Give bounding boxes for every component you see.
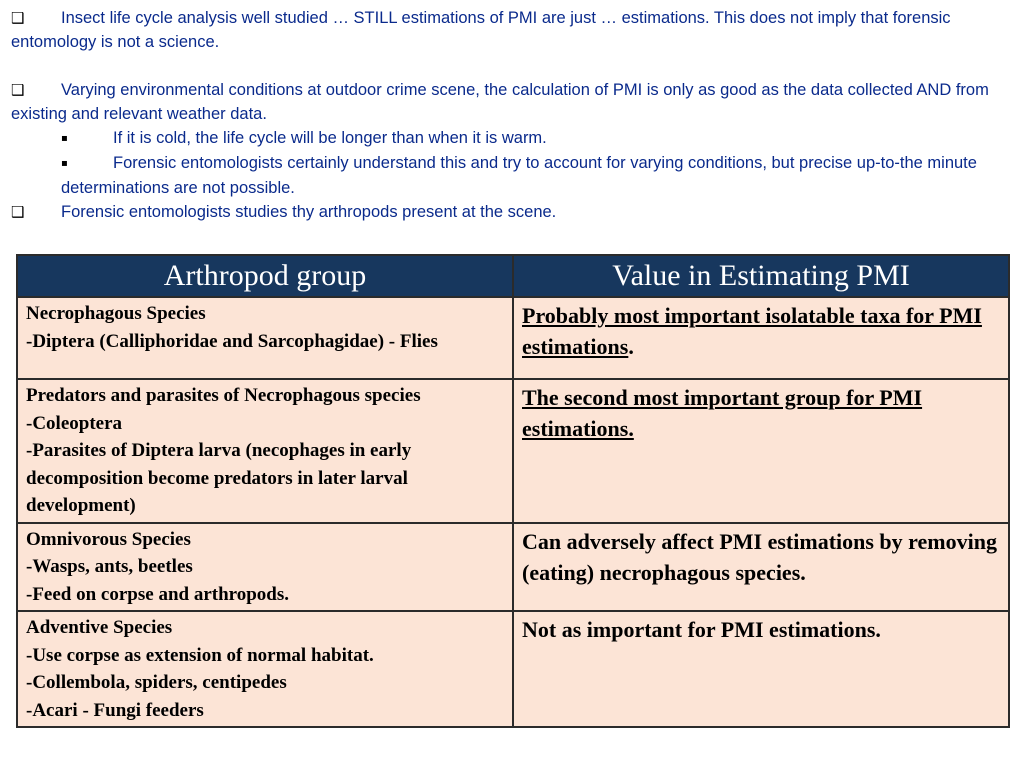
table-row <box>17 379 1009 523</box>
header-arthropod-group: Arthropod group <box>17 255 513 297</box>
table-header-row <box>17 255 1009 297</box>
bullet-item <box>11 78 1001 126</box>
checkbox-bullet-icon: ❑ <box>11 9 25 27</box>
square-bullet-icon: ▪ <box>61 133 68 144</box>
group-line: -Use corpse as extension of normal habitat. <box>26 644 374 666</box>
value-text: Can adversely affect PMI estimations by removing (eating) necrophagous species. <box>522 528 997 585</box>
table-row <box>17 523 1009 612</box>
checkbox-bullet-icon: ❑ <box>11 81 25 99</box>
pmi-table <box>16 254 1010 728</box>
sub-bullet-text: If it is cold, the life cycle will be longer than when it is warm. <box>113 129 547 147</box>
group-cell <box>17 379 513 523</box>
group-cell <box>17 611 513 727</box>
group-line: -Collembola, spiders, centipedes <box>26 672 287 693</box>
checkbox-bullet-icon: ❑ <box>11 203 25 221</box>
value-cell <box>513 379 1009 523</box>
bullet-item <box>11 200 1001 224</box>
value-text-underlined: Probably most important isolatable taxa for PMI estimations <box>522 303 982 359</box>
header-value-in-estimating-pmi: Value in Estimating PMI <box>513 255 1009 297</box>
square-bullet-icon: ▪ <box>61 158 68 169</box>
sub-bullet-item <box>61 126 1001 151</box>
bullet-text: Forensic entomologists studies thy arthropods present at the scene. <box>61 203 557 221</box>
value-cell <box>513 523 1009 612</box>
value-text: Not as important for PMI estimations. <box>522 617 881 642</box>
value-cell <box>513 297 1009 379</box>
group-line: Adventive Species <box>26 617 173 638</box>
sub-bullet-text: Forensic entomologists certainly understand this and try to account for varying conditions, but precise up-to-the minute determinations are not possible. <box>61 154 977 197</box>
group-line: -Coleoptera <box>26 412 123 434</box>
value-text-underlined: The second most important group for PMI estimations. <box>522 385 923 441</box>
group-line: Predators and parasites of Necrophagous species <box>26 385 421 406</box>
group-line: Necrophagous Species <box>26 303 206 324</box>
group-line: -Acari - Fungi feeders <box>26 699 204 721</box>
bullet-text: Varying environmental conditions at outdoor crime scene, the calculation of PMI is only as good as the data collected AND from existing and relevant weather data. <box>11 81 989 123</box>
group-line: -Parasites of Diptera larva (necophages in early decomposition become predators in later larval development) <box>26 440 412 516</box>
bullet-item <box>11 6 1001 54</box>
group-line: -Feed on corpse and arthropods. <box>26 583 290 605</box>
value-text-tail: . <box>628 334 634 359</box>
group-line: -Diptera (Calliphoridae and Sarcophagidae) - Flies <box>26 330 438 352</box>
value-cell <box>513 611 1009 727</box>
table-row <box>17 297 1009 379</box>
bullet-text: Insect life cycle analysis well studied … STILL estimations of PMI are just … estimations. This does not imply that forensic entomology is not a science. <box>11 9 951 51</box>
group-line: -Wasps, ants, beetles <box>26 556 193 577</box>
table-row <box>17 611 1009 727</box>
sub-bullet-item <box>61 151 1001 200</box>
group-cell <box>17 523 513 612</box>
group-cell <box>17 297 513 379</box>
group-line: Omnivorous Species <box>26 528 191 550</box>
bullet-list <box>11 6 1001 224</box>
